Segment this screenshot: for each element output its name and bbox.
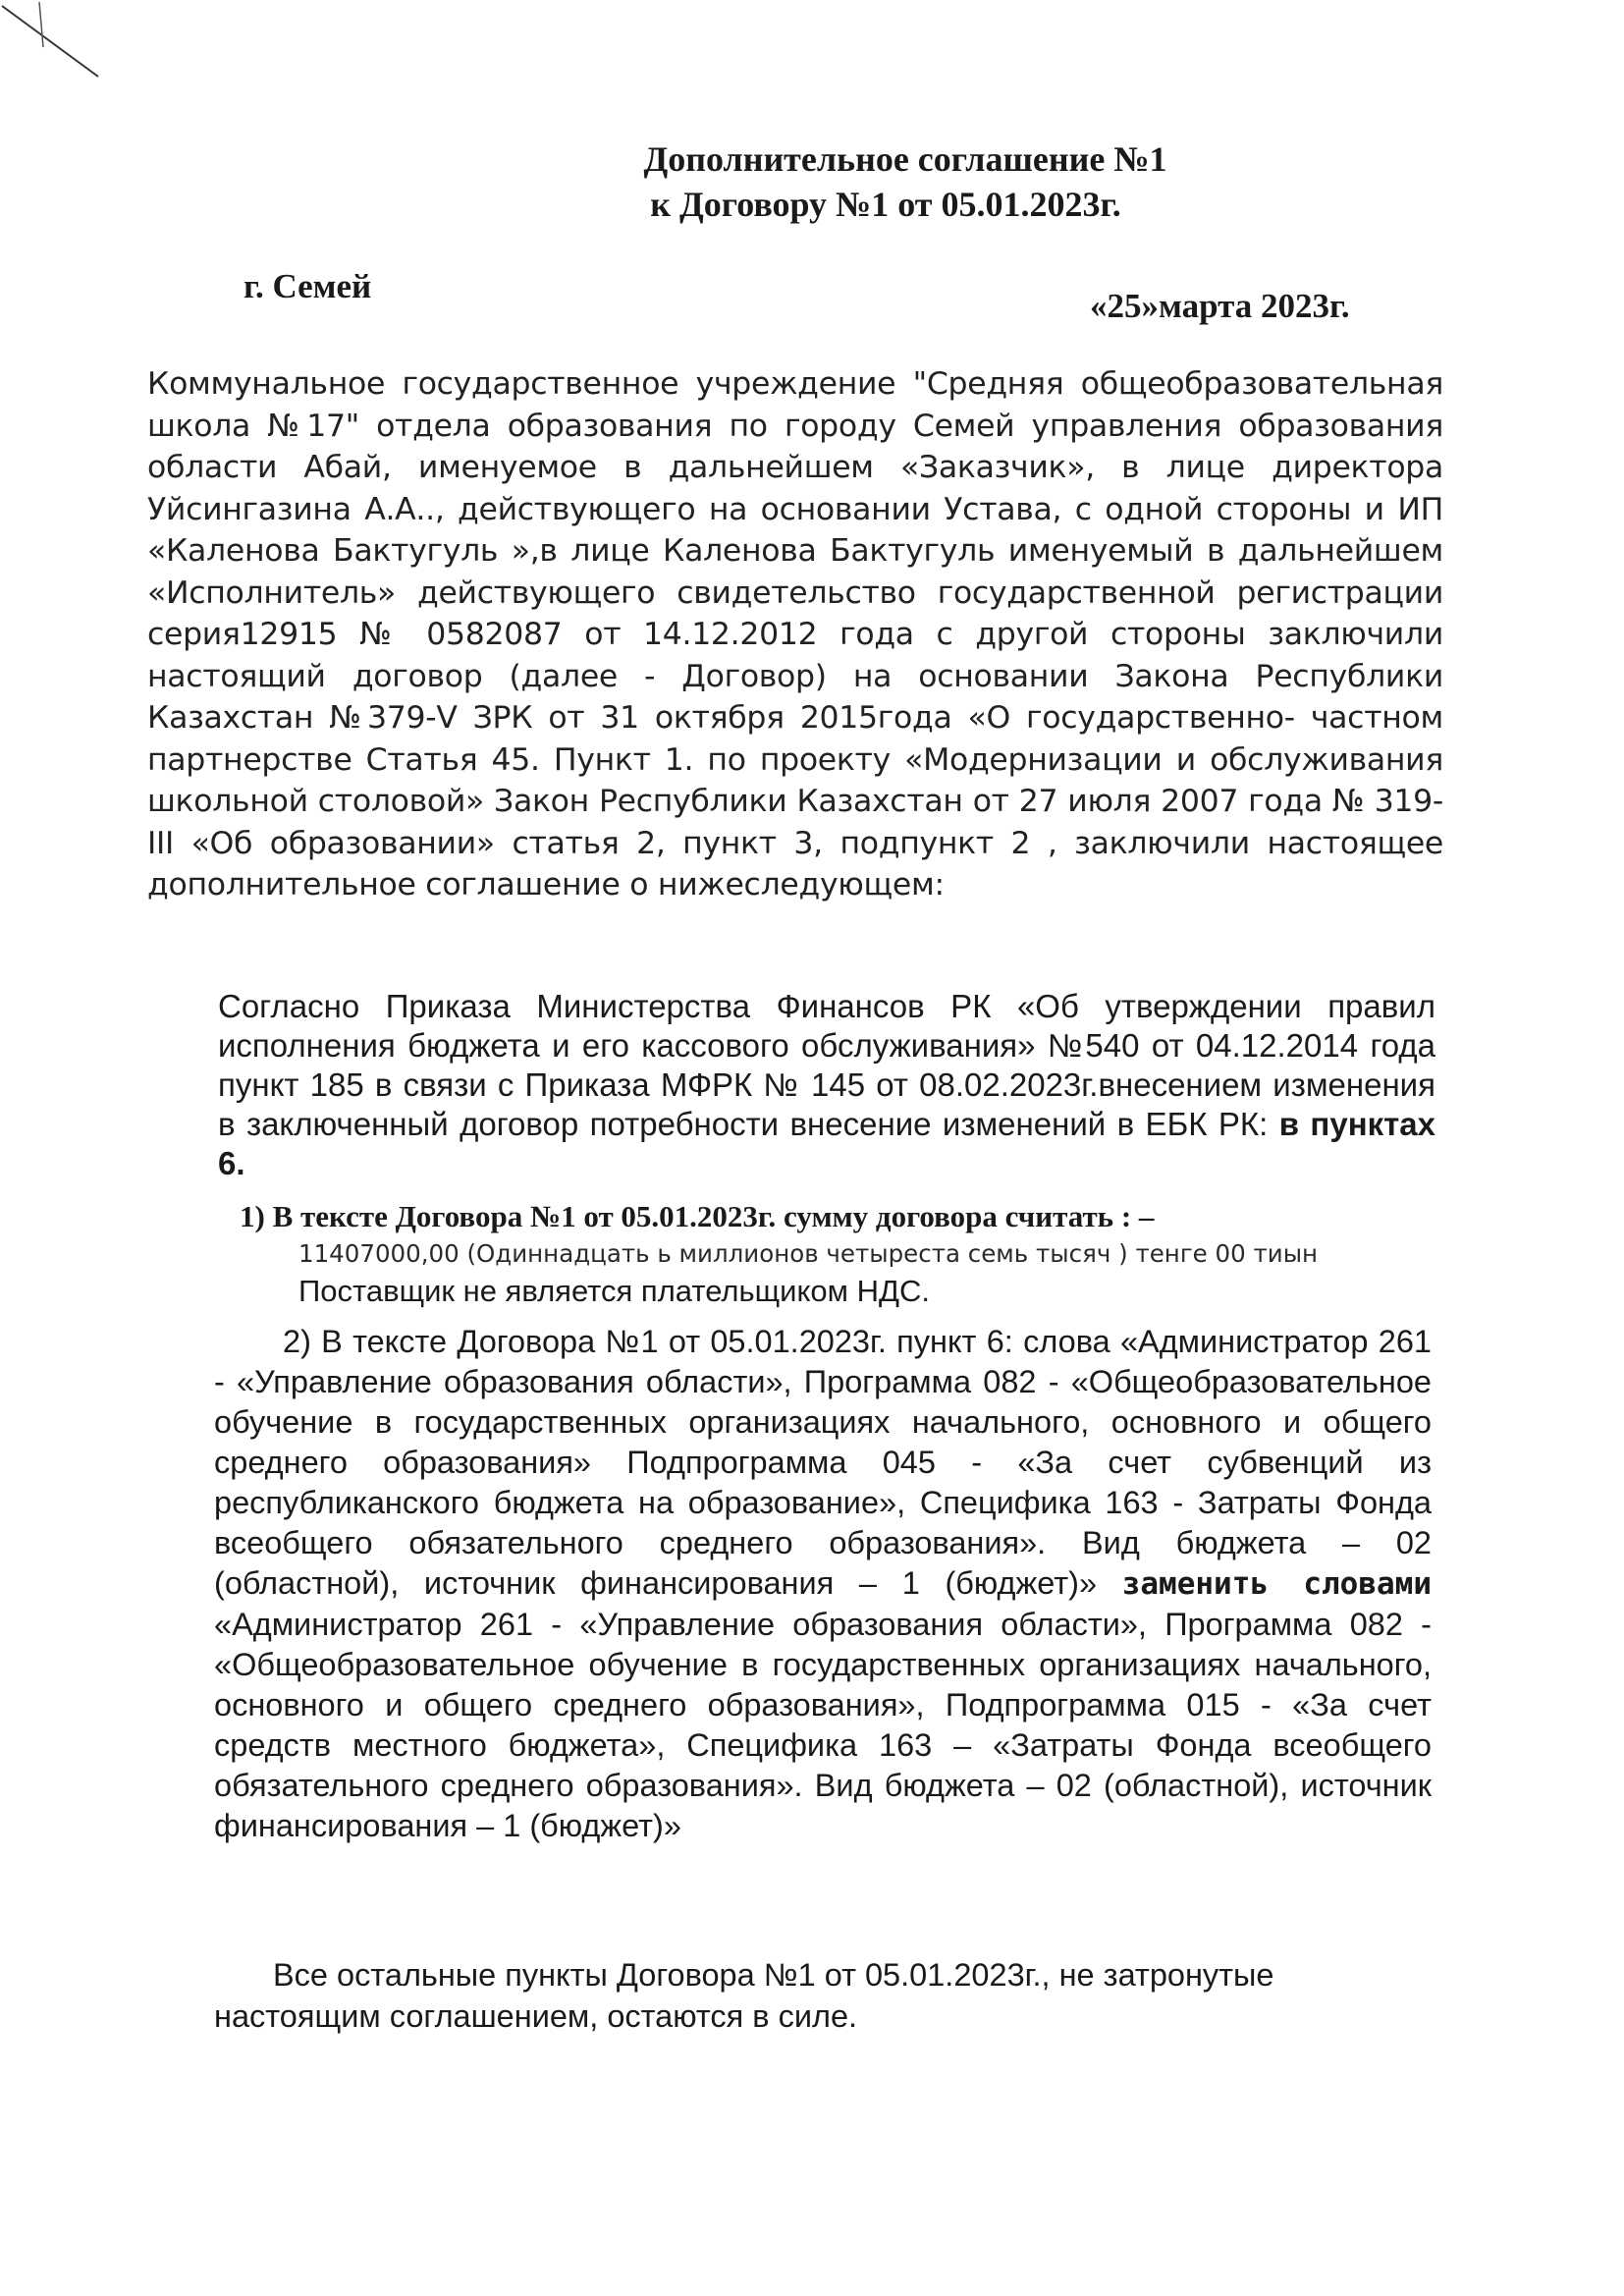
scan-corner-mark — [0, 0, 108, 88]
item-2-new-wording: «Администратор 261 - «Управление образования области», Программа 082 - «Общеобразовательное обучение в государственных организациях начального, основного и общего среднего образования», Подпрограмма 015 - «За счет средств местного бюджета», Специфика 163 – «Затраты Фонда всеобщего обязательного среднего образования». Вид бюджета – 02 (областной), источник финансирования – 1 (бюджет)» — [214, 1607, 1432, 1843]
closing-paragraph: Все остальные пункты Договора №1 от 05.01.2023г., не затронутые настоящим соглашением, остаются в силе. — [214, 1957, 1274, 2034]
order-paragraph — [218, 987, 1435, 1183]
document-subtitle: к Договору №1 от 05.01.2023г. — [650, 185, 1121, 224]
item-1-lead: 1) В тексте Договора №1 от 05.01.2023г. сумму договора считать : – — [240, 1199, 1155, 1233]
city: г. Семей — [244, 267, 372, 305]
order-bold-text: в пунктах 6. — [218, 1106, 1436, 1181]
document-title: Дополнительное соглашение №1 — [643, 139, 1167, 179]
item-1-sum: 11407000,00 (Одиннадцать ь миллионов четыреста семь тысяч ) тенге 00 тиын — [298, 1239, 1319, 1268]
order-text: Согласно Приказа Министерства Финансов РК «Об утверждении правил исполнения бюджета и его кассового обслуживания» №540 от 04.12.2014 года пункт 185 в связи с Приказа МФРК № 145 от 08.02.2023г.внесением изменения в заключенный договор потребности внесение изменений в ЕБК РК: — [218, 988, 1435, 1142]
item-2-old-wording: 2) В тексте Договора №1 от 05.01.2023г. пункт 6: слова «Администратор 261 - «Управление образования области», Программа 082 - «Общеобразовательное обучение в государственных организациях начального, основного и общего среднего образования» Подпрограмма 045 - «За счет субвенций из республиканского бюджета на образование», Специфика 163 - Затраты Фонда всеобщего обязательного среднего образования». Вид бюджета – 02 (областной), источник финансирования – 1 (бюджет)» — [214, 1324, 1432, 1601]
document-date: «25»марта 2023г. — [1090, 287, 1350, 325]
item-1-vat-note: Поставщик не является плательщиком НДС. — [298, 1274, 930, 1308]
item-1 — [240, 1198, 1437, 1310]
preamble-paragraph: Коммунальное государственное учреждение "Средняя общеобразовательная школа №17" отдела образования по городу Семей управления образования области Абай, именуемое в дальнейшем «Заказчик», в лице директора Уйсингазина А.А.., действующего на основании Устава, с одной стороны и ИП «Каленова Бактугуль »,в лице Каленова Бактугуль именуемый в дальнейшем «Исполнитель» действующего свидетельство государственной регистрации серия12915 № 0582087 от 14.12.2012 года с другой стороны заключили настоящий договор (далее - Договор) на основании Закона Республики Казахстан №379-V ЗРК от 31 октября 2015года «О государственно- частном партнерстве Статья 45. Пункт 1. по проекту «Модернизации и обслуживания школьной столовой» Закон Республики Казахстан от 27 июля 2007 года № 319-III «Об образовании» статья 2, пункт 3, подпункт 2 , заключили настоящее дополнительное соглашение о нижеследующем: — [147, 366, 1443, 902]
item-2-replace-label: заменить словами — [1121, 1566, 1432, 1602]
item-2 — [214, 1322, 1432, 1846]
